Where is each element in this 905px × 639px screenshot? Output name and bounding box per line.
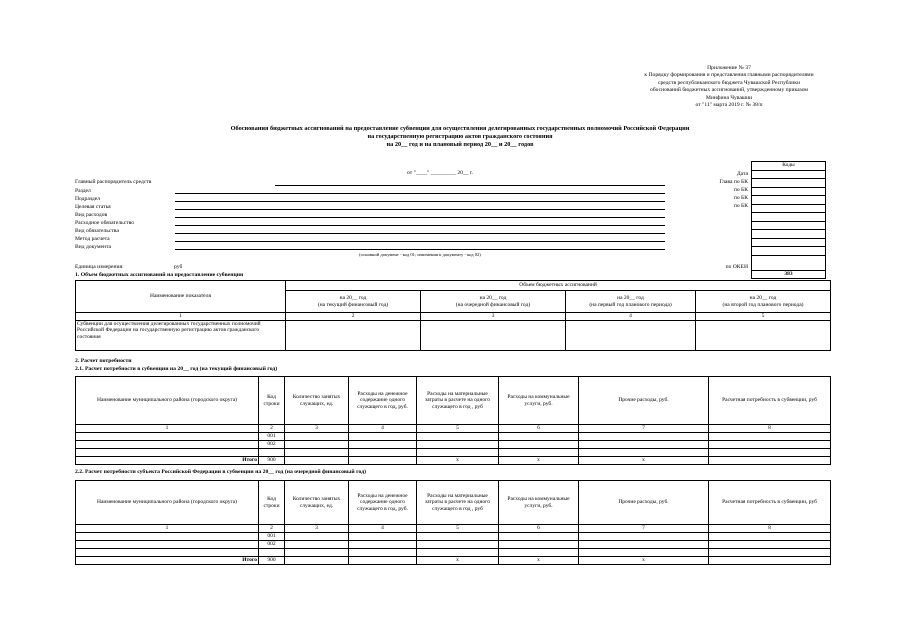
field-calc-method: Метод расчета [75,236,110,242]
s1-col-name: Наименование показателя [76,281,286,313]
s2-num: 8 [709,425,831,433]
s1-col-plan2 [696,291,831,313]
s1-group: Объем бюджетных ассигнований [286,281,831,291]
appendix-line: обоснований бюджетных ассигнований, утвержденному приказом [650,87,808,94]
appendix-line: Приложение № 37 [707,65,751,71]
s2-num: 4 [349,425,417,433]
s22-h-utility: Расходы на коммунальные услуги, руб. [499,481,579,525]
s22-cell[interactable] [285,548,349,556]
s2-cell[interactable] [709,432,831,440]
s1-num: 5 [696,313,831,321]
section2-2-table [75,480,831,565]
s2-cell[interactable] [349,456,417,464]
s22-cell[interactable] [579,532,709,540]
s22-x: x [579,556,709,564]
code-cell[interactable] [752,255,826,270]
s22-cell[interactable] [709,556,831,564]
s22-x: x [417,556,499,564]
s22-h-name: Наименование муниципального района (городского округа) [76,481,259,525]
s1-num: 1 [76,313,286,321]
s22-cell[interactable] [709,540,831,548]
s1-col-year: на 20__ год [749,294,777,301]
s22-cell[interactable] [285,556,349,564]
appendix-line: средств республиканского бюджета Чувашской Республики [658,79,800,86]
s2-num: 7 [579,425,709,433]
s2-total-label: Итого [76,456,259,464]
s2-cell[interactable] [417,432,499,440]
s2-h-other: Прочие расходы, руб. [579,377,709,425]
s22-cell[interactable] [417,540,499,548]
s2-cell[interactable] [76,440,259,448]
s2-h-material: Расходы на материальные затраты в расчете на одного служащего в год , руб [417,377,499,425]
s1-col-desc: (на текущий финансовый год) [317,301,389,308]
section2-1-title: 2.1. Расчет потребности в субвенции на 20__ год (на текущий финансовый год) [75,366,278,372]
s1-num: 3 [421,313,566,321]
s2-x: x [579,456,709,464]
s22-cell[interactable] [499,548,579,556]
appendix-block [600,65,858,109]
s22-cell[interactable] [417,548,499,556]
s2-cell[interactable] [499,440,579,448]
appendix-line: Минфина Чувашии [705,94,753,101]
s2-cell[interactable] [285,448,349,456]
s22-num: 8 [709,525,831,533]
s2-cell[interactable] [499,432,579,440]
field-line[interactable] [175,193,665,194]
field-expense-obligation: Расходное обязательство [75,220,135,226]
s22-cell[interactable] [579,548,709,556]
title-line: Обоснования бюджетных ассигнований на предоставление субвенции для осуществления делегированных государственных полномочий Российской Федерации [230,125,690,132]
s2-cell[interactable] [349,448,417,456]
document-title [150,125,770,150]
code-cell[interactable] [752,179,826,188]
s22-total-code: 900 [259,556,285,564]
section1-table [75,280,831,351]
s22-cell[interactable] [285,540,349,548]
s2-h-count: Количество занятых служащих, ед. [285,377,349,425]
s2-total-code: 900 [259,456,285,464]
code-cell[interactable] [752,213,826,222]
s1-col-year: на 20__ год [479,294,507,301]
codes-label-bk: по БК [733,203,748,209]
s1-num: 2 [286,313,421,321]
s2-cell[interactable] [417,440,499,448]
appendix-line: к Порядку формирования и представления главными распорядителями [644,72,814,79]
s2-cell[interactable] [499,448,579,456]
doc-note: (основной документ - код 01; изменения к документу - код 02) [359,252,481,257]
codes-label-bk: по БК [733,187,748,193]
section2-2-title: 2.2. Расчет потребности субъекта Российской Федерации в субвенции на 20__ год (на очередной финансовый год) [75,469,366,475]
code-cell[interactable] [752,230,826,239]
s22-h-material: Расходы на материальные затраты в расчете на одного служащего в год , руб [417,481,499,525]
s22-cell[interactable] [285,532,349,540]
appendix-line: от "11" марта 2019 г. № 38/п [695,101,763,108]
s22-h-count: Количество занятых служащих, ед. [285,481,349,525]
s22-num: 4 [349,525,417,533]
s22-num: 5 [417,525,499,533]
s2-h-need: Расчетная потребность в субвенции, руб [709,377,831,425]
s2-num: 3 [285,425,349,433]
s22-h-code: Код строки [259,481,285,525]
s1-col-next [421,291,566,313]
s22-cell[interactable] [499,532,579,540]
code-cell[interactable] [752,238,826,247]
field-line[interactable] [175,201,665,202]
s1-col-plan1 [566,291,696,313]
field-line[interactable] [175,217,665,218]
field-subsection: Подраздел [75,196,101,202]
okei-code: 383 [752,270,826,279]
field-line[interactable] [175,241,665,242]
s22-cell[interactable] [349,540,417,548]
s2-h-name: Наименование муниципального района (городского округа) [76,377,259,425]
s22-cell[interactable] [349,532,417,540]
s2-cell[interactable] [285,432,349,440]
codes-label-bk: по БК [733,195,748,201]
s1-col-desc: (на второй год планового периода) [722,301,804,308]
field-section: Раздел [75,188,91,194]
s22-cell[interactable] [349,548,417,556]
s2-cell[interactable] [709,448,831,456]
s22-cell[interactable] [76,532,259,540]
s2-cell[interactable] [285,456,349,464]
s22-cell[interactable] [709,532,831,540]
s2-cell[interactable] [349,432,417,440]
code-cell[interactable] [752,187,826,196]
s1-value-cell[interactable] [286,320,421,350]
s22-row-code: 001 [259,532,285,540]
field-line[interactable] [175,209,665,210]
field-line[interactable] [275,185,665,186]
code-cell[interactable] [752,170,826,179]
s1-col-desc: (на очередной финансовый год) [455,301,531,308]
s2-cell[interactable] [579,440,709,448]
s22-cell[interactable] [349,556,417,564]
field-line[interactable] [175,249,665,250]
field-target-article: Целевая статья [75,204,111,210]
code-cell[interactable] [752,204,826,213]
s22-h-salary: Расходы на денежное содержание одного служащего в год, руб. [349,481,417,525]
s2-row-code: 002 [259,440,285,448]
s2-cell[interactable] [285,440,349,448]
codes-label-date: Дата [736,171,748,177]
field-main-manager: Главный распорядитель средств [75,179,152,185]
s2-h-salary: Расходы на денежное содержание одного служащего в год, руб. [349,377,417,425]
s22-num: 6 [499,525,579,533]
s22-total-label: Итого [76,556,259,564]
s22-num: 1 [76,525,259,533]
s1-col-year: на 20__ год [617,294,644,301]
s1-col-year: на 20__ год [339,294,367,301]
s2-cell[interactable] [76,448,259,456]
s2-cell[interactable] [709,456,831,464]
field-expense-type: Вид расходов [75,212,108,218]
s2-h-utility: Расходы на коммунальные услуги, руб. [499,377,579,425]
s2-cell[interactable] [579,432,709,440]
codes-title: Коды [752,162,826,171]
field-document-type: Вид документа [75,244,111,250]
s2-num: 5 [417,425,499,433]
s2-cell[interactable] [76,432,259,440]
s2-cell[interactable] [259,448,285,456]
s22-cell[interactable] [499,540,579,548]
s1-col-current [286,291,421,313]
s2-row-code: 001 [259,432,285,440]
field-line[interactable] [175,225,665,226]
code-cell[interactable] [752,247,826,256]
code-cell[interactable] [752,221,826,230]
s22-num: 7 [579,525,709,533]
s1-value-cell[interactable] [696,320,831,350]
codes-label-chapter: Глава по БК [719,179,748,185]
section2-1-table [75,376,831,465]
s1-col-desc: (на первый год планового периода) [589,301,672,308]
s2-cell[interactable] [349,440,417,448]
s1-value-cell[interactable] [421,320,566,350]
s22-h-other: Прочие расходы, руб. [579,481,709,525]
s22-row-code: 002 [259,540,285,548]
s22-h-need: Расчетная потребность в субвенции, руб [709,481,831,525]
codes-table [751,161,826,279]
s22-cell[interactable] [417,532,499,540]
field-obligation-type: Вид обязательства [75,228,119,234]
s22-x: x [499,556,579,564]
field-line[interactable] [175,233,665,234]
section1-title: 1. Объем бюджетных ассигнований на предоставление субвенции [75,272,244,278]
s2-x: x [499,456,579,464]
s22-cell[interactable] [76,540,259,548]
s22-cell[interactable] [579,540,709,548]
title-line: на государственную регистрацию актов гражданского состояния [367,133,553,141]
s2-num: 2 [259,425,285,433]
s22-num: 2 [259,525,285,533]
date-line: от "____" _________ 20__ г. [407,170,473,176]
s22-num: 3 [285,525,349,533]
s22-cell[interactable] [76,548,259,556]
s2-h-code: Код строки [259,377,285,425]
unit-value: руб [174,264,183,270]
s2-cell[interactable] [709,440,831,448]
s2-num: 1 [76,425,259,433]
codes-label-okei: по ОКЕИ [725,264,748,270]
s2-cell[interactable] [579,448,709,456]
s22-cell[interactable] [259,548,285,556]
s2-num: 6 [499,425,579,433]
s2-cell[interactable] [417,448,499,456]
s2-x: x [417,456,499,464]
title-line: на 20__ год и на плановый период 20__ и 20__ годов [386,141,534,149]
s1-value-cell[interactable] [566,320,696,350]
s22-cell[interactable] [709,548,831,556]
s1-num: 4 [566,313,696,321]
unit-label: Единица измерения: [75,264,124,270]
code-cell[interactable] [752,196,826,205]
section2-title: 2. Расчет потребности [75,358,132,364]
s1-row-label: Субвенции для осуществления делегированных государственных полномочий Российской Федерации на государственную регистрацию актов гражданского состояния [76,320,286,350]
